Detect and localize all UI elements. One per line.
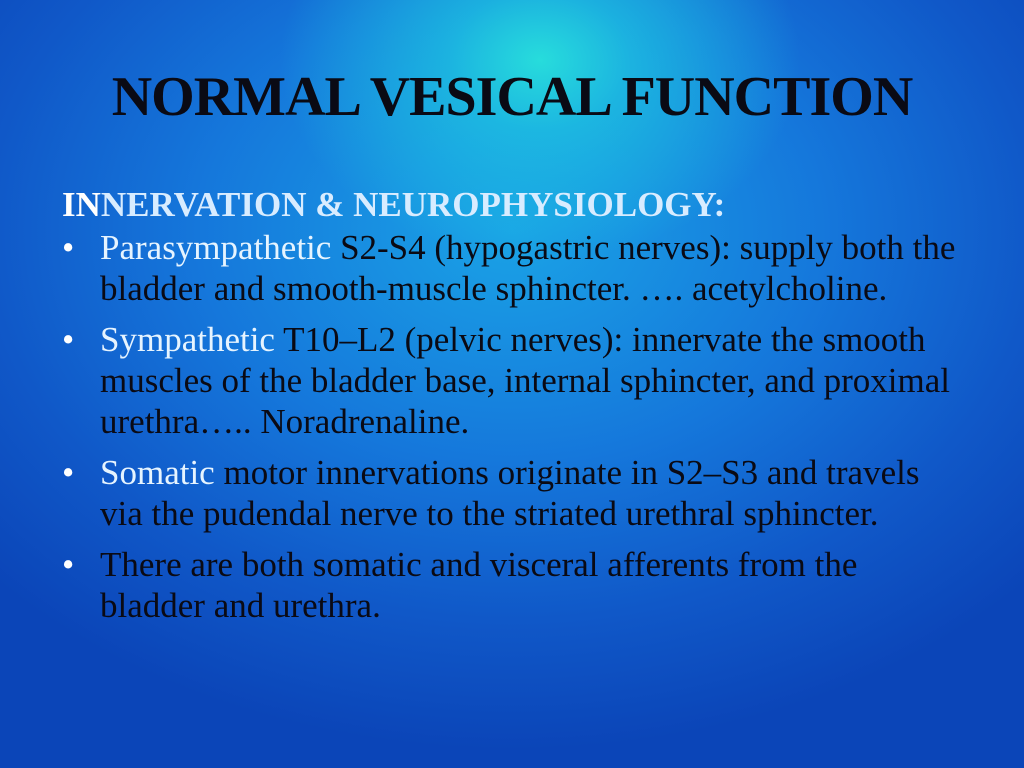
bullet-text: S2-S4 (hypogastric nerves): supply both the bladder and smooth-muscle sphincter. …. acetylcholine. [100, 228, 956, 308]
list-item [62, 319, 962, 442]
bullet-icon: • [62, 453, 75, 492]
bullet-text: There are both somatic and visceral afferents from the bladder and urethra. [100, 545, 858, 625]
section-heading-lead: IN [62, 185, 101, 224]
bullet-key-term: Parasympathetic [100, 228, 332, 267]
section-heading-rest: NERVATION & NEUROPHYSIOLOGY: [100, 185, 726, 224]
bullet-key-term: Somatic [100, 453, 215, 492]
bullet-text: T10–L2 (pelvic nerves): innervate the smooth muscles of the bladder base, internal sphincter, and proximal urethra….. Noradrenaline. [100, 320, 950, 441]
list-item [62, 452, 962, 534]
section-heading [62, 183, 962, 227]
bullet-text: motor innervations originate in S2–S3 and travels via the pudendal nerve to the striated urethral sphincter. [100, 453, 920, 533]
slide-title: NORMAL VESICAL FUNCTION [111, 66, 913, 128]
bullet-icon: • [62, 545, 75, 584]
list-item [62, 227, 962, 309]
list-item [62, 544, 962, 626]
bullet-key-term: Sympathetic [100, 320, 275, 359]
bullet-icon: • [62, 320, 75, 359]
slide-content [62, 183, 962, 636]
bullet-list [62, 227, 962, 626]
bullet-icon: • [62, 228, 75, 267]
